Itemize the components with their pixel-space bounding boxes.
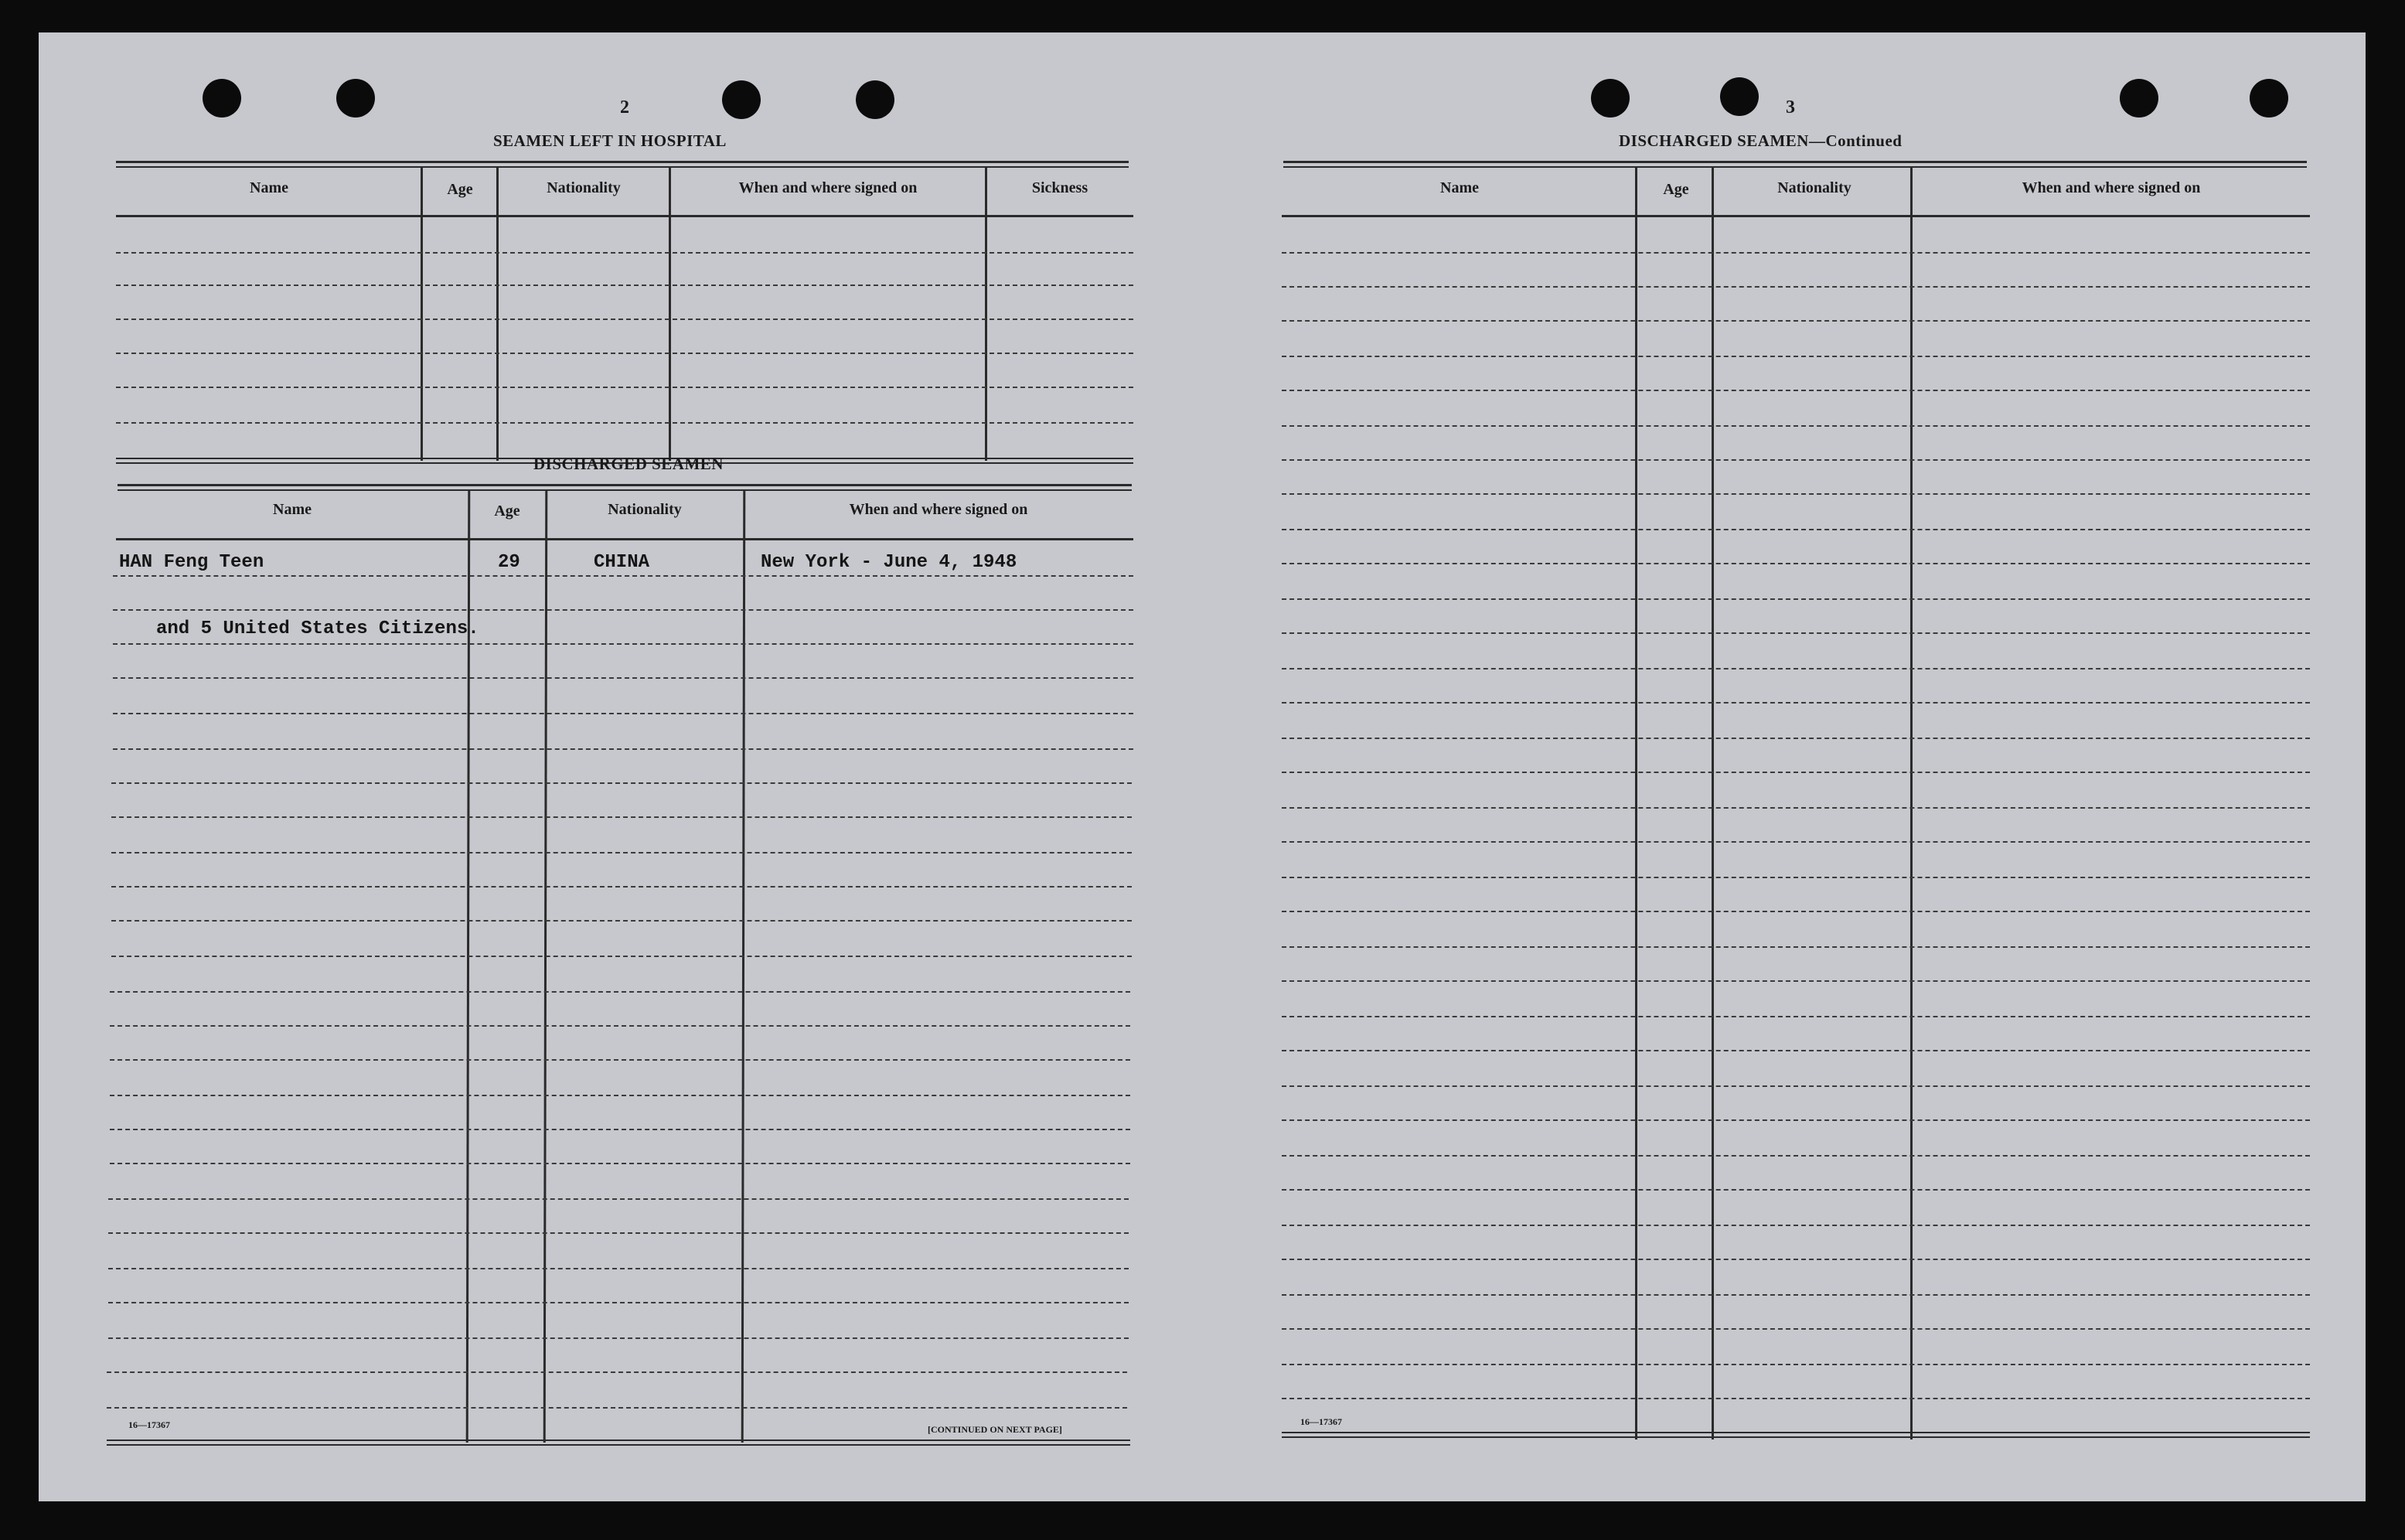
discharged-row-line	[108, 1337, 1129, 1339]
right-row-line	[1282, 1294, 2310, 1296]
right-row-line	[1282, 1328, 2310, 1330]
right-row-line	[1282, 1050, 2310, 1051]
discharged-row-line	[108, 1302, 1129, 1303]
discharged-row-line	[110, 991, 1130, 993]
seaman-signed-on: New York - June 4, 1948	[761, 552, 1017, 573]
right-row-line	[1282, 1016, 2310, 1017]
discharged-row-line	[108, 1232, 1129, 1234]
right-col-divider	[1910, 167, 1913, 1439]
discharged-row-line	[113, 575, 1133, 577]
right-bottom-rule-2	[1282, 1436, 2310, 1438]
punch-hole	[2250, 79, 2288, 118]
discharged-row-line	[107, 1371, 1127, 1373]
right-row-line	[1282, 563, 2310, 564]
discharged-col-name: Name	[273, 501, 312, 518]
discharged-section-title: DISCHARGED SEAMEN	[533, 455, 724, 473]
discharged-row-line	[108, 1198, 1129, 1200]
hospital-col-divider	[421, 167, 423, 461]
right-col-nationality: Nationality	[1777, 179, 1851, 196]
punch-hole	[2120, 79, 2158, 118]
right-row-line	[1282, 1398, 2310, 1399]
right-row-line	[1282, 1155, 2310, 1157]
discharged-note: and 5 United States Citizens.	[156, 618, 479, 639]
form-number-right: 16—17367	[1300, 1416, 1342, 1427]
page-number-left: 2	[620, 97, 629, 118]
right-row-line	[1282, 286, 2310, 288]
discharged-row-line	[113, 643, 1133, 645]
hospital-col-sickness: Sickness	[1031, 179, 1088, 196]
discharged-col-age: Age	[494, 503, 520, 520]
hospital-row-line	[116, 422, 1133, 424]
seaman-nationality: CHINA	[594, 552, 650, 573]
discharged-row-line	[111, 782, 1132, 784]
right-row-line	[1282, 946, 2310, 948]
right-row-line	[1282, 598, 2310, 600]
right-row-line	[1282, 1189, 2310, 1191]
discharged-bottom-rule-2	[107, 1444, 1130, 1446]
right-row-line	[1282, 356, 2310, 357]
right-row-line	[1282, 1225, 2310, 1226]
right-col-divider	[1712, 167, 1714, 1439]
right-top-rule	[1283, 161, 2307, 163]
discharged-row-line	[111, 816, 1132, 818]
right-row-line	[1282, 702, 2310, 704]
hospital-top-rule-thin	[116, 166, 1129, 168]
hospital-section-title: SEAMEN LEFT IN HOSPITAL	[493, 131, 727, 150]
right-row-line	[1282, 632, 2310, 634]
hospital-row-line	[116, 252, 1133, 254]
right-row-line	[1282, 1364, 2310, 1365]
right-col-signed-on: When and where signed on	[2022, 179, 2201, 196]
right-row-line	[1282, 529, 2310, 530]
document-sheet	[39, 32, 2366, 1501]
discharged-row-line	[113, 609, 1133, 611]
discharged-row-line	[111, 920, 1132, 922]
hospital-col-age: Age	[447, 181, 473, 198]
right-row-line	[1282, 668, 2310, 669]
right-col-age: Age	[1663, 181, 1689, 198]
discharged-row-line	[113, 677, 1133, 679]
punch-hole	[1720, 77, 1759, 116]
discharged-row-line	[113, 713, 1133, 714]
right-row-line	[1282, 980, 2310, 982]
right-row-line	[1282, 320, 2310, 322]
right-top-rule-thin	[1283, 166, 2307, 168]
discharged-continued-title-suffix: —Continued	[1808, 131, 1903, 150]
right-col-name: Name	[1440, 179, 1479, 196]
hospital-row-line	[116, 387, 1133, 388]
right-header-rule	[1282, 215, 2310, 217]
hospital-col-signed-on: When and where signed on	[738, 179, 918, 196]
right-row-line	[1282, 841, 2310, 843]
discharged-row-line	[110, 1059, 1130, 1061]
discharged-bottom-rule	[107, 1439, 1130, 1441]
right-row-line	[1282, 425, 2310, 427]
discharged-row-line	[110, 1095, 1130, 1096]
discharged-top-rule-thin	[118, 489, 1132, 491]
right-bottom-rule	[1282, 1432, 2310, 1433]
punch-hole	[856, 80, 894, 119]
punch-hole	[722, 80, 761, 119]
right-row-line	[1282, 1119, 2310, 1121]
punch-hole	[203, 79, 241, 118]
right-row-line	[1282, 493, 2310, 495]
seaman-name: HAN Feng Teen	[119, 552, 264, 573]
continued-note: [CONTINUED ON NEXT PAGE]	[928, 1424, 1062, 1435]
right-col-divider	[1635, 167, 1637, 1439]
hospital-header-rule	[116, 215, 1133, 217]
discharged-top-rule	[118, 484, 1132, 486]
seaman-age: 29	[498, 552, 520, 573]
discharged-row-line	[107, 1407, 1127, 1409]
discharged-col-nationality: Nationality	[608, 501, 682, 518]
discharged-continued-title-main: DISCHARGED SEAMEN	[1619, 131, 1809, 150]
right-row-line	[1282, 738, 2310, 739]
right-row-line	[1282, 911, 2310, 912]
discharged-col-divider	[741, 490, 746, 1443]
right-row-line	[1282, 772, 2310, 773]
right-row-line	[1282, 1259, 2310, 1260]
punch-hole	[1591, 79, 1630, 118]
form-number-left: 16—17367	[128, 1419, 170, 1430]
hospital-top-rule	[116, 161, 1129, 163]
punch-hole	[336, 79, 375, 118]
discharged-row-line	[110, 1163, 1130, 1164]
discharged-row-line	[108, 1268, 1129, 1269]
discharged-col-divider	[543, 490, 548, 1443]
discharged-row-line	[111, 956, 1132, 957]
hospital-row-line	[116, 353, 1133, 354]
right-row-line	[1282, 1085, 2310, 1087]
discharged-row-line	[110, 1129, 1130, 1130]
discharged-row-line	[113, 748, 1133, 750]
discharged-col-signed-on: When and where signed on	[849, 501, 1028, 518]
page-number-right: 3	[1786, 97, 1795, 118]
right-row-line	[1282, 459, 2310, 461]
right-row-line	[1282, 877, 2310, 878]
hospital-col-divider	[669, 167, 671, 461]
hospital-row-line	[116, 284, 1133, 286]
discharged-row-line	[111, 852, 1132, 853]
discharged-header-rule	[116, 538, 1133, 540]
discharged-continued-title	[1619, 131, 1902, 151]
hospital-col-divider	[985, 167, 987, 461]
right-row-line	[1282, 390, 2310, 391]
right-row-line	[1282, 807, 2310, 809]
discharged-row-line	[110, 1025, 1130, 1027]
hospital-row-line	[116, 319, 1133, 320]
discharged-row-line	[111, 886, 1132, 888]
hospital-col-nationality: Nationality	[547, 179, 621, 196]
right-row-line	[1282, 252, 2310, 254]
hospital-col-name: Name	[250, 179, 288, 196]
hospital-col-divider	[496, 167, 499, 461]
